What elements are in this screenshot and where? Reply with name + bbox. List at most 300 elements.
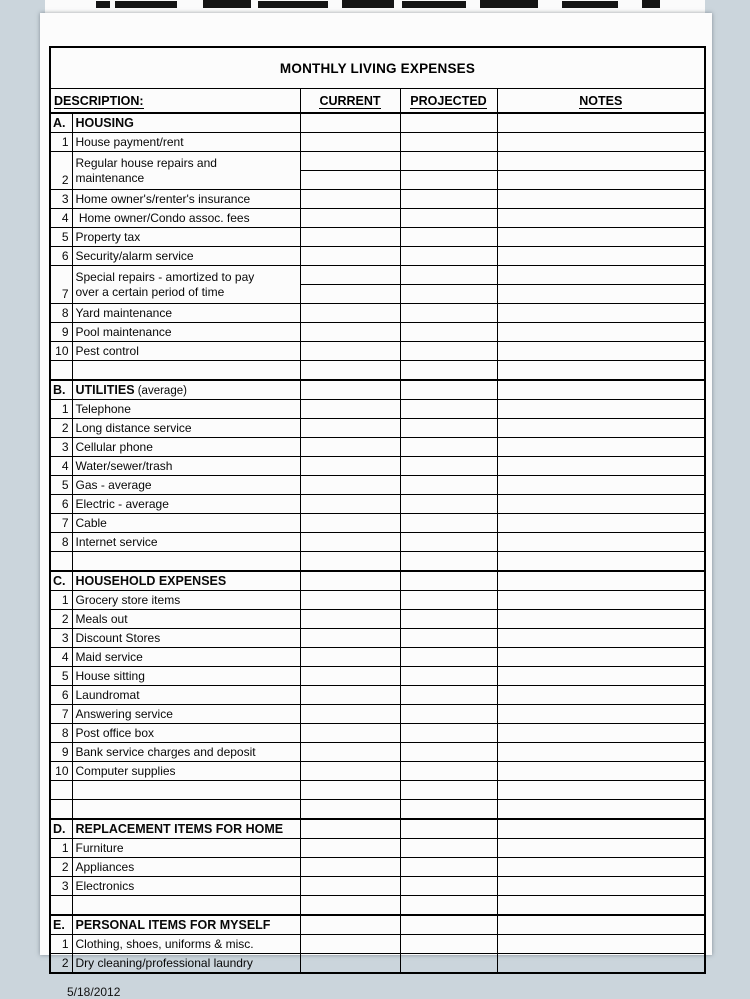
row-description xyxy=(72,361,300,381)
projected-cell xyxy=(400,896,497,916)
current-cell xyxy=(300,209,400,228)
section-header-row xyxy=(50,380,705,400)
section-letter: D. xyxy=(50,819,72,839)
projected-cell xyxy=(400,419,497,438)
row-number: 6 xyxy=(50,495,72,514)
row-number: 7 xyxy=(50,705,72,724)
row-number: 10 xyxy=(50,342,72,361)
row-number: 2 xyxy=(50,419,72,438)
row-number xyxy=(50,361,72,381)
row-description xyxy=(72,190,300,209)
row-number xyxy=(50,896,72,916)
page-title xyxy=(50,47,705,89)
header-current-text: CURRENT xyxy=(319,93,381,108)
description-text: Special repairs - amortized to pay xyxy=(75,269,255,284)
current-cell xyxy=(300,323,400,342)
table-row xyxy=(50,877,705,896)
notes-cell xyxy=(497,705,705,724)
row-number: 1 xyxy=(50,839,72,858)
table-row xyxy=(50,438,705,457)
current-cell xyxy=(300,896,400,916)
current-cell xyxy=(300,915,400,935)
projected-cell xyxy=(400,457,497,476)
spacer-row xyxy=(50,800,705,820)
notes-cell xyxy=(497,457,705,476)
table-row xyxy=(50,419,705,438)
description-text: Laundromat xyxy=(75,687,140,702)
section-letter: A. xyxy=(50,113,72,133)
row-description xyxy=(72,228,300,247)
projected-cell xyxy=(400,552,497,572)
description-text: Clothing, shoes, uniforms & misc. xyxy=(75,936,254,951)
projected-cell xyxy=(400,858,497,877)
current-cell xyxy=(300,800,400,820)
row-description xyxy=(72,648,300,667)
table-row xyxy=(50,190,705,209)
row-description xyxy=(72,209,300,228)
row-description xyxy=(72,247,300,266)
notes-cell xyxy=(497,495,705,514)
notes-cell xyxy=(497,438,705,457)
description-text: Meals out xyxy=(75,611,128,626)
description-text: Security/alarm service xyxy=(75,248,194,263)
projected-cell xyxy=(400,819,497,839)
notes-cell xyxy=(497,190,705,209)
projected-cell xyxy=(400,171,497,190)
table-row xyxy=(50,629,705,648)
description-text: Bank service charges and deposit xyxy=(75,744,256,759)
projected-cell xyxy=(400,380,497,400)
table-row xyxy=(50,743,705,762)
projected-cell xyxy=(400,724,497,743)
row-number xyxy=(50,552,72,572)
section-title-text: HOUSEHOLD EXPENSES xyxy=(75,574,227,588)
table-row xyxy=(50,610,705,629)
row-number: 7 xyxy=(50,514,72,533)
description-text: Furniture xyxy=(75,840,124,855)
current-cell xyxy=(300,476,400,495)
notes-cell xyxy=(497,610,705,629)
row-description xyxy=(72,533,300,552)
spacer-row xyxy=(50,896,705,916)
description-text: Cable xyxy=(75,515,107,530)
row-number: 1 xyxy=(50,591,72,610)
current-cell xyxy=(300,190,400,209)
current-cell xyxy=(300,514,400,533)
projected-cell xyxy=(400,743,497,762)
notes-cell xyxy=(497,935,705,954)
row-number: 9 xyxy=(50,323,72,342)
projected-cell xyxy=(400,152,497,171)
row-number: 2 xyxy=(50,954,72,974)
current-cell xyxy=(300,762,400,781)
description-text: Pool maintenance xyxy=(75,324,172,339)
table-row xyxy=(50,247,705,266)
row-number: 3 xyxy=(50,190,72,209)
notes-cell xyxy=(497,858,705,877)
current-cell xyxy=(300,457,400,476)
row-description xyxy=(72,266,300,304)
description-text: Answering service xyxy=(75,706,173,721)
notes-cell xyxy=(497,781,705,800)
current-cell xyxy=(300,839,400,858)
current-cell xyxy=(300,228,400,247)
row-description xyxy=(72,762,300,781)
notes-cell xyxy=(497,629,705,648)
description-text: Long distance service xyxy=(75,420,192,435)
notes-cell xyxy=(497,533,705,552)
projected-cell xyxy=(400,266,497,285)
row-description xyxy=(72,457,300,476)
projected-cell xyxy=(400,495,497,514)
description-text: House sitting xyxy=(75,668,145,683)
table-row xyxy=(50,762,705,781)
section-header-row xyxy=(50,819,705,839)
row-description xyxy=(72,667,300,686)
row-number: 6 xyxy=(50,686,72,705)
section-title-text: HOUSING xyxy=(75,116,134,130)
row-number: 2 xyxy=(50,858,72,877)
description-text: Water/sewer/trash xyxy=(75,458,173,473)
table-row xyxy=(50,400,705,419)
current-cell xyxy=(300,571,400,591)
projected-cell xyxy=(400,800,497,820)
expenses-table xyxy=(49,46,706,974)
row-number: 7 xyxy=(50,266,72,304)
notes-cell xyxy=(497,800,705,820)
row-number: 3 xyxy=(50,877,72,896)
description-text: Grocery store items xyxy=(75,592,181,607)
section-letter: C. xyxy=(50,571,72,591)
notes-cell xyxy=(497,724,705,743)
table-row xyxy=(50,533,705,552)
current-cell xyxy=(300,133,400,152)
header-description-text: DESCRIPTION: xyxy=(54,93,144,108)
section-letter: B. xyxy=(50,380,72,400)
current-cell xyxy=(300,552,400,572)
row-number: 2 xyxy=(50,152,72,190)
row-number: 8 xyxy=(50,304,72,323)
table-row xyxy=(50,495,705,514)
current-cell xyxy=(300,380,400,400)
projected-cell xyxy=(400,705,497,724)
notes-cell xyxy=(497,571,705,591)
section-title xyxy=(72,819,300,839)
notes-cell xyxy=(497,419,705,438)
projected-cell xyxy=(400,686,497,705)
current-cell xyxy=(300,724,400,743)
projected-cell xyxy=(400,228,497,247)
worksheet-page xyxy=(40,13,712,999)
header-description xyxy=(50,89,300,114)
notes-cell xyxy=(497,877,705,896)
row-number: 2 xyxy=(50,610,72,629)
section-title xyxy=(72,915,300,935)
notes-cell xyxy=(497,342,705,361)
row-number: 4 xyxy=(50,457,72,476)
section-title xyxy=(72,380,300,400)
notes-cell xyxy=(497,686,705,705)
notes-cell xyxy=(497,133,705,152)
notes-cell xyxy=(497,762,705,781)
table-title-row xyxy=(50,47,705,89)
description-text: Electric - average xyxy=(75,496,169,511)
row-description xyxy=(72,400,300,419)
projected-cell xyxy=(400,954,497,974)
row-number: 1 xyxy=(50,133,72,152)
row-description xyxy=(72,304,300,323)
row-description xyxy=(72,514,300,533)
row-description xyxy=(72,495,300,514)
current-cell xyxy=(300,686,400,705)
projected-cell xyxy=(400,247,497,266)
row-number: 3 xyxy=(50,438,72,457)
row-number: 10 xyxy=(50,762,72,781)
description-text: Dry cleaning/professional laundry xyxy=(75,955,253,970)
row-description xyxy=(72,591,300,610)
description-text: Computer supplies xyxy=(75,763,176,778)
table-row xyxy=(50,935,705,954)
current-cell xyxy=(300,171,400,190)
projected-cell xyxy=(400,209,497,228)
current-cell xyxy=(300,935,400,954)
table-row xyxy=(50,591,705,610)
row-description xyxy=(72,552,300,572)
row-number: 4 xyxy=(50,209,72,228)
current-cell xyxy=(300,743,400,762)
table-row xyxy=(50,304,705,323)
projected-cell xyxy=(400,476,497,495)
notes-cell xyxy=(497,380,705,400)
page-title-text: MONTHLY LIVING EXPENSES xyxy=(279,60,476,76)
table-row xyxy=(50,954,705,974)
row-description xyxy=(72,743,300,762)
row-description xyxy=(72,629,300,648)
spacer-row xyxy=(50,781,705,800)
header-projected-text: PROJECTED xyxy=(410,93,487,108)
notes-cell xyxy=(497,113,705,133)
section-letter: E. xyxy=(50,915,72,935)
table-row xyxy=(50,266,705,285)
projected-cell xyxy=(400,438,497,457)
projected-cell xyxy=(400,133,497,152)
table-row xyxy=(50,724,705,743)
projected-cell xyxy=(400,190,497,209)
current-cell xyxy=(300,113,400,133)
current-cell xyxy=(300,819,400,839)
row-number: 5 xyxy=(50,228,72,247)
notes-cell xyxy=(497,209,705,228)
row-description xyxy=(72,724,300,743)
projected-cell xyxy=(400,648,497,667)
description-text: Regular house repairs and xyxy=(75,155,217,170)
section-title xyxy=(72,571,300,591)
description-text: Appliances xyxy=(75,859,135,874)
row-number: 4 xyxy=(50,648,72,667)
projected-cell xyxy=(400,915,497,935)
row-description xyxy=(72,858,300,877)
section-header-row xyxy=(50,915,705,935)
notes-cell xyxy=(497,915,705,935)
row-description xyxy=(72,476,300,495)
current-cell xyxy=(300,266,400,285)
row-number: 1 xyxy=(50,400,72,419)
projected-cell xyxy=(400,935,497,954)
current-cell xyxy=(300,419,400,438)
notes-cell xyxy=(497,514,705,533)
row-description xyxy=(72,133,300,152)
projected-cell xyxy=(400,571,497,591)
current-cell xyxy=(300,877,400,896)
row-number: 3 xyxy=(50,629,72,648)
row-description xyxy=(72,419,300,438)
current-cell xyxy=(300,858,400,877)
notes-cell xyxy=(497,323,705,342)
row-description xyxy=(72,438,300,457)
projected-cell xyxy=(400,400,497,419)
notes-cell xyxy=(497,591,705,610)
table-row xyxy=(50,152,705,171)
projected-cell xyxy=(400,304,497,323)
notes-cell xyxy=(497,839,705,858)
notes-cell xyxy=(497,171,705,190)
footer-date: 5/18/2012 xyxy=(67,985,121,999)
description-text: Gas - average xyxy=(75,477,152,492)
projected-cell xyxy=(400,629,497,648)
row-number: 6 xyxy=(50,247,72,266)
table-row xyxy=(50,133,705,152)
table-row xyxy=(50,323,705,342)
current-cell xyxy=(300,533,400,552)
description-text: maintenance xyxy=(75,170,145,185)
notes-cell xyxy=(497,819,705,839)
section-header-row xyxy=(50,113,705,133)
notes-cell xyxy=(497,247,705,266)
notes-cell xyxy=(497,648,705,667)
column-header-row xyxy=(50,89,705,114)
notes-cell xyxy=(497,285,705,304)
row-number: 5 xyxy=(50,476,72,495)
projected-cell xyxy=(400,610,497,629)
row-description xyxy=(72,781,300,800)
section-header-row xyxy=(50,571,705,591)
notes-cell xyxy=(497,152,705,171)
header-projected xyxy=(400,89,497,114)
row-number xyxy=(50,800,72,820)
notes-cell xyxy=(497,954,705,974)
header-current xyxy=(300,89,400,114)
row-description xyxy=(72,935,300,954)
notes-cell xyxy=(497,667,705,686)
row-description xyxy=(72,342,300,361)
projected-cell xyxy=(400,361,497,381)
projected-cell xyxy=(400,762,497,781)
description-text: Telephone xyxy=(75,401,131,416)
table-row xyxy=(50,476,705,495)
notes-cell xyxy=(497,228,705,247)
description-text: over a certain period of time xyxy=(75,284,225,299)
notes-cell xyxy=(497,743,705,762)
table-row xyxy=(50,858,705,877)
table-row xyxy=(50,342,705,361)
description-text: Yard maintenance xyxy=(75,305,173,320)
projected-cell xyxy=(400,323,497,342)
current-cell xyxy=(300,591,400,610)
row-number: 8 xyxy=(50,533,72,552)
notes-cell xyxy=(497,304,705,323)
table-row xyxy=(50,209,705,228)
table-row xyxy=(50,648,705,667)
row-description xyxy=(72,896,300,916)
row-description xyxy=(72,877,300,896)
row-description xyxy=(72,152,300,190)
section-title-text: REPLACEMENT ITEMS FOR HOME xyxy=(75,822,284,836)
current-cell xyxy=(300,400,400,419)
current-cell xyxy=(300,342,400,361)
current-cell xyxy=(300,667,400,686)
row-description xyxy=(72,954,300,974)
notes-cell xyxy=(497,552,705,572)
table-row xyxy=(50,667,705,686)
description-text: Post office box xyxy=(75,725,154,740)
current-cell xyxy=(300,361,400,381)
row-number: 9 xyxy=(50,743,72,762)
notes-cell xyxy=(497,361,705,381)
projected-cell xyxy=(400,285,497,304)
projected-cell xyxy=(400,877,497,896)
row-number: 1 xyxy=(50,935,72,954)
row-description xyxy=(72,839,300,858)
projected-cell xyxy=(400,533,497,552)
spacer-row xyxy=(50,552,705,572)
projected-cell xyxy=(400,781,497,800)
projected-cell xyxy=(400,667,497,686)
notes-cell xyxy=(497,400,705,419)
projected-cell xyxy=(400,839,497,858)
description-text: Home owner/Condo assoc. fees xyxy=(75,210,250,225)
row-number xyxy=(50,781,72,800)
description-text: Property tax xyxy=(75,229,141,244)
current-cell xyxy=(300,629,400,648)
table-row xyxy=(50,705,705,724)
current-cell xyxy=(300,648,400,667)
current-cell xyxy=(300,152,400,171)
notes-cell xyxy=(497,266,705,285)
section-title-text: UTILITIES xyxy=(75,383,135,397)
current-cell xyxy=(300,954,400,974)
description-text: Home owner's/renter's insurance xyxy=(75,191,251,206)
spacer-row xyxy=(50,361,705,381)
description-text: Cellular phone xyxy=(75,439,153,454)
notes-cell xyxy=(497,476,705,495)
row-description xyxy=(72,610,300,629)
description-text: Pest control xyxy=(75,343,139,358)
current-cell xyxy=(300,781,400,800)
section-title xyxy=(72,113,300,133)
section-title-suffix: (average) xyxy=(134,385,187,397)
description-text: Discount Stores xyxy=(75,630,161,645)
row-number: 5 xyxy=(50,667,72,686)
table-row xyxy=(50,457,705,476)
description-text: Maid service xyxy=(75,649,143,664)
row-description xyxy=(72,323,300,342)
row-number: 8 xyxy=(50,724,72,743)
current-cell xyxy=(300,495,400,514)
section-title-text: PERSONAL ITEMS FOR MYSELF xyxy=(75,918,271,932)
row-description xyxy=(72,686,300,705)
current-cell xyxy=(300,304,400,323)
description-text: Internet service xyxy=(75,534,158,549)
